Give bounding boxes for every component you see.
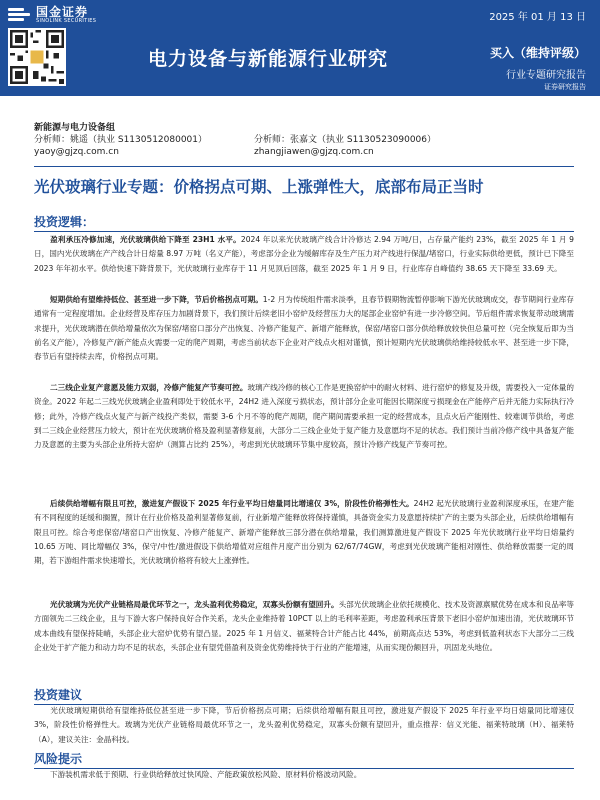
- logo-english: SINOLINK SECURITIES: [36, 18, 97, 24]
- report-type: 行业专题研究报告: [506, 70, 586, 81]
- paragraph-1-lead: 盈利承压冷修加速，光伏玻璃供给下降至 23H1 水平。: [50, 235, 241, 244]
- analyst-group: 新能源与电力设备组: [34, 123, 116, 133]
- logo: [8, 6, 96, 24]
- paragraph-5-body: 头部光伏玻璃企业依托规模化、技术及资源禀赋优势在成本和良品率等方面领先二三线企业，且与下游大客户保持良好合作关系，龙头企业维持着 10PCT 以上的毛利率差距，考虑盈利承压背景下老旧小窑炉加速出清，光伏玻璃环节成本曲线有望保持陡峭，头部企业大窑炉优势有望凸显。2025 年 1 月信义、福莱特合计产能占比 44%，前期高点达 53%，考虑到低盈利状态下大部分二三线企业处于扩产能力和动力均不足的状态，头部企业有望凭借盈利及资金优势维持快于行业的产能增速，从而实现份额回升，巩固龙头地位。: [34, 600, 574, 652]
- analyst-2-name: 分析师：张嘉文（执业 S1130523090006）: [254, 135, 437, 145]
- risk-body: 下游装机需求低于预期、行业供给释放过快风险、产能政策放松风险、原材料价格波动风险。: [50, 770, 362, 779]
- paragraph-3-lead: 二三线企业复产意愿及能力双弱，冷修产能复产节奏可控。: [50, 383, 248, 392]
- paragraph-3-body: 玻璃产线冷修的核心工作是更换窑炉中的耐火材料、进行窑炉的修复及升级，需要投入一定体量的资金。2022 年起二三线光伏玻璃企业盈利即处于较低水平，24H2 进入深度亏损状态，预计部分企业可能因长期深度亏损现金在产能停产后并无能力实际执行冷修；此外，冷修产线点火复产与新产线投产类似，需要 3-6 个月不等的爬产周期，爬产期间需要承担一定的经营成本，且点火后产能刚性、较难调节供给，考虑到二三线企业经营压力较大，预计在光伏玻璃价格及盈利显著修复前，大部分二三线企业处于复产能力及意愿均不足的状态。我们预计当前冷修产线中具备复产能力及意愿的主要为头部企业所持大窑炉（测算占比约 25%），考虑到光伏玻璃环节集中度较高，预计冷修产线复产节奏可控。: [34, 383, 574, 450]
- section-investment-advice: 投资建议: [34, 686, 574, 705]
- paragraph-5: [34, 598, 574, 655]
- logo-name: 国金证券: [36, 5, 89, 19]
- paragraph-3: [34, 381, 574, 452]
- paragraph-4-body: 24H2 起光伏玻璃行业盈利深度承压，在建产能有不同程度的延缓和搁置，预计在行业价格及盈利显著修复前，行业新增产能释放将保持谨慎，具备资金实力及意愿持续扩产的主要为头部企业，后续供给增幅有限且可控。综合考虑保窑/堵窑口产出恢复、冷修产能复产、新增产能释放三部分潜在供给增量，我们测算激进复产假设下 2025 年光伏玻璃行业平均日熔量约 10.65 万吨、同比增幅仅 3%，保守/中性/激进假设下供给增值对应组件月度产出分别为 62/67/74GW，考虑到光伏玻璃产能相对刚性、供给释放需要一定的周期，若下游组件需求快速增长，光伏玻璃价格将有较大上涨弹性。: [34, 499, 574, 566]
- paragraph-4-lead: 后续供给增幅有限且可控，激进复产假设下 2025 年行业平均日熔量同比增速仅 3%，阶段性价格弹性大。: [50, 499, 414, 508]
- paragraph-1-body: 2024 年以来光伏玻璃产线合计冷修达 2.94 万吨/日，占存量产能约 23%，截至 2025 年 1 月 9 日，国内光伏玻璃在产产线合计日熔量 8.97 万吨（名义产能），考虑部分企业为缓解库存及生产压力对产线进行保温/堵窑口，行业实际供给更低，预计已下降至 2023 年年初水平。供给快速下降背景下，光伏玻璃行业库存于 11 月见顶后回落，截至 2025 年 1 月 9 日，行业库存自峰值约 38.65 天下降至 33.69 天。: [34, 235, 574, 273]
- divider: [34, 166, 574, 167]
- section-risk: 风险提示: [34, 750, 574, 769]
- rating: 买入（维持评级）: [489, 46, 586, 60]
- advice-paragraph: [34, 704, 574, 747]
- logo-icon: [8, 7, 30, 23]
- qr-code-icon: [8, 28, 66, 86]
- paragraph-4: [34, 497, 574, 568]
- paragraph-2: [34, 293, 574, 364]
- paragraph-2-lead: 短期供给有望维持低位、甚至进一步下降，节后价格拐点可期。: [50, 295, 263, 304]
- analyst-1-name: 分析师：姚遥（执业 S1130512080001）: [34, 135, 208, 145]
- report-date: 2025 年 01 月 13 日: [489, 12, 586, 23]
- analyst-block: [34, 122, 574, 158]
- analyst-2-email: zhangjiawen@gjzq.com.cn: [254, 147, 374, 157]
- risk-paragraph: [34, 768, 574, 782]
- paragraph-1: [34, 233, 574, 276]
- main-title: 光伏玻璃行业专题：价格拐点可期、上涨弹性大，底部布局正当时: [34, 178, 484, 196]
- advice-body: 光伏玻璃短期供给有望维持低位甚至进一步下降，节后价格拐点可期；后续供给增幅有限且可控，激进复产假设下 2025 年行业平均日熔量同比增速仅 3%，阶段性价格弹性大。玻璃为光伏产业链格局最优环节之一，龙头盈利优势稳定，双寡头份额有望回升，重点推荐：信义光能、福莱特玻璃（H）、福莱特（A），建议关注：金晶科技。: [34, 706, 574, 744]
- report-title: 电力设备与新能源行业研究: [148, 48, 389, 70]
- paragraph-2-body: 1-2 月为传统组件需求淡季，且春节假期物流暂停影响下游光伏玻璃成交，春节期间行业库存通常有一定程度增加。企业经营及库存压力加剧背景下，我们预计后续老旧小窑炉及经营压力大的尾部企业窑炉有进一步冷修空间。节后组件需求恢复带动玻璃需求提升，光伏玻璃潜在供给增量依次为保窑/堵窑口部分产出恢复、冷修产能复产、新增产能释放，保窑/堵窑口部分供给释放较快但总量可控（完全恢复后即为当前名义产能），冷修复产/新产能点火需要一定的爬产周期，考虑当前状态下企业对产线点火相对谨慎，预计短期内光伏玻璃供给维持较低水平、甚至进一步下降，春节后有望持续去库，价格拐点可期。: [34, 295, 574, 362]
- report-subtype: 证券研究报告: [544, 83, 586, 91]
- analyst-1-email: yaoy@gjzq.com.cn: [34, 147, 119, 157]
- paragraph-5-lead: 光伏玻璃为光伏产业链格局最优环节之一，龙头盈利优势稳定，双寡头份额有望回升。: [50, 600, 339, 609]
- section-investment-logic: 投资逻辑：: [34, 213, 574, 232]
